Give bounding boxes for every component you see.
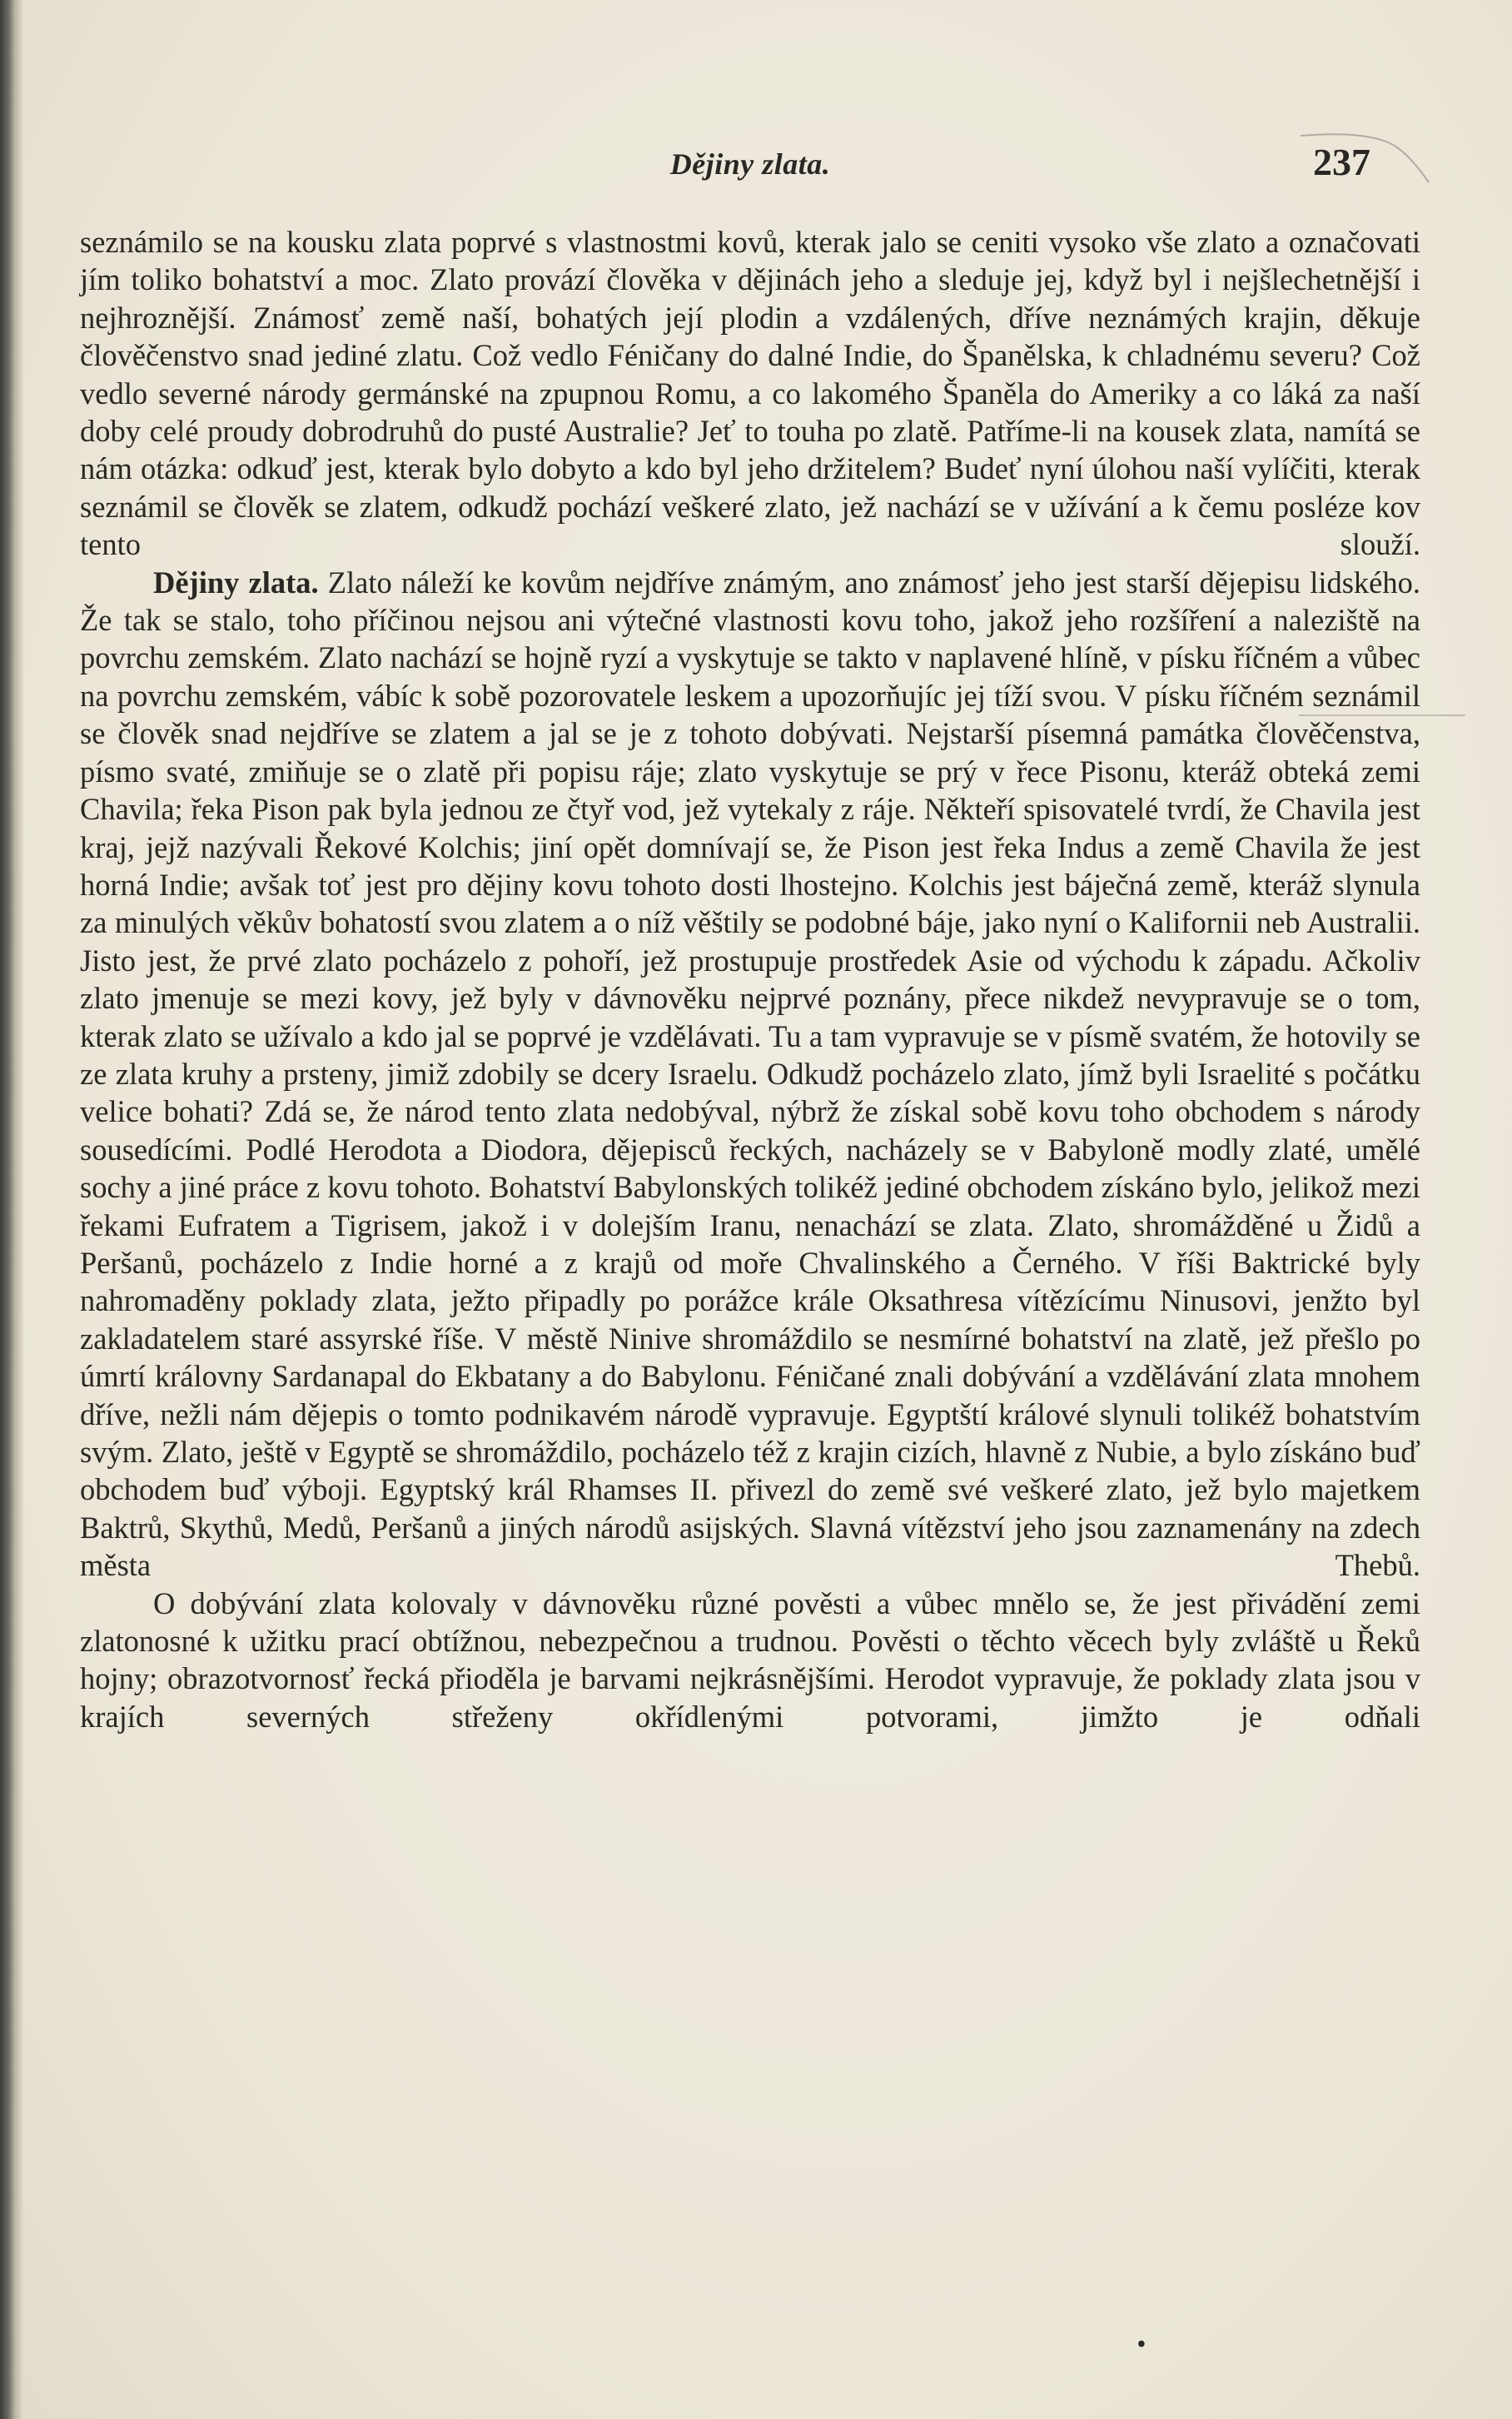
page-header [80,140,1420,190]
paragraph-1 [80,223,1420,564]
paragraph-3 [80,1585,1420,1736]
body-text [80,223,1420,1735]
paragraph-2-text: Zlato náleží ke kovům nejdříve známým, ano známosť jeho jest starší dějepisu lidského. Že tak se stalo, toho příčinou nejsou ani výtečné vlastnosti kovu toho, jakož jeho rozšíření a naleziště na povrchu zemském. Zlato nachází se hojně ryzí a vyskytuje se takto v naplavené hlíně, v písku říčném a vůbec na povrchu zemském, vábíc k sobě pozorovatele leskem a upozorňujíc jej tíží svou. V písku říčném seznámil se člověk snad nejdříve se zlatem a jal se je z tohoto dobývati. Nejstarší písemná památka člověčenstva, písmo svaté, zmiňuje se o zlatě při popisu ráje; zlato vyskytuje se prý v řece Pisonu, kteráž obteká zemi Chavila; řeka Pison pak byla jednou ze čtyř vod, jež vytekaly z ráje. Někteří spisovatelé tvrdí, že Chavila jest kraj, jejž nazývali Řekové Kolchis; jiní opět domnívají se, že Pison jest řeka Indus a země Chavila že jest horná Indie; avšak toť jest pro dějiny kovu tohoto dosti lhostejno. Kolchis jest báječná země, kteráž slynula za minulých věkův bohatostí svou zlatem a o níž věštily se podobné báje, jako nyní o Kalifornii neb Australii. Jisto jest, že prvé zlato pocházelo z pohoří, jež prostupuje prostředek Asie od východu k západu. Ačkoliv zlato jmenuje se mezi kovy, jež byly v dávnověku nejprvé poznány, přece nikdež nevypravuje se o tom, kterak zlato se užívalo a kdo jal se poprvé je vzdělávati. Tu a tam vypravuje se v písmě svatém, že hotovily se ze zlata kruhy a prsteny, jimiž zdobily se dcery Israelu. Odkudž pocházelo zlato, jímž byli Israelité s počátku velice bohati? Zdá se, že národ tento zlata nedobýval, nýbrž že získal sobě kovu toho obchodem s národy sousedícími. Podlé Herodota a Diodora, dějepisců řeckých, nacházely se v Babyloně modly zlaté, umělé sochy a jiné práce z kovu tohoto. Bohatství Babylonských tolikéž jediné obchodem získáno bylo, jelikož mezi řekami Eufratem a Tigrisem, jakož i v dolejším Iranu, nenachází se zlata. Zlato, shromážděné u Židů a Peršanů, pocházelo z Indie horné a z krajů od moře Chvalinského a Černého. V říši Baktrické byly nahromaděny poklady zlata, ježto připadly po porážce krále Oksathresa vítězícímu Ninusovi, jenžto byl zakladatelem staré assyrské říše. V městě Ninive shromáždilo se nesmírné bohatství na zlatě, jež přešlo po úmrtí královny Sardanapal do Ekbatany a do Babylonu. Féničané znali dobývání a vzdělávání zlata mnohem dříve, nežli nám dějepis o tomto podnikavém národě vypravuje. Egyptští králové slynuli tolikéž bohatstvím svým. Zlato, ještě v Egyptě se shromáždilo, pocházelo též z krajin cizích, hlavně z Nubie, a bylo získáno buď obchodem buď výboji. Egyptský král Rhamses II. přivezl do země své veškeré zlato, jež bylo majetkem Baktrů, Skythů, Medů, Peršanů a jiných národů asijských. Slavná vítězství jeho jsou zaznamenány na zdech města Thebů. [80,565,1421,1583]
section-run-in-heading: Dějiny zlata. [153,565,319,600]
running-title: Dějiny zlata. [669,147,831,181]
paragraph-1-text: seznámilo se na kousku zlata poprvé s vlastnostmi kovů, kterak jalo se ceniti vysoko vše zlato a označovati jím toliko bohatství a moc. Zlato provází člověka v dějinách jeho a sleduje jej, když byl i nejšlechetnější i nejhroznější. Známosť země naší, bohatých její plodin a vzdálených, dříve neznámých krajin, děkuje člověčenstvo snad jediné zlatu. Což vedlo Féničany do dalné Indie, do Španělska, k chladnému severu? Což vedlo severné národy germánské na zpupnou Romu, a co lakomého Španěla do Ameriky a co láká za naší doby celé proudy dobrodruhů do pusté Australie? Jeť to touha po zlatě. Patříme-li na kousek zlata, namítá se nám otázka: odkuď jest, kterak bylo dobyto a kdo byl jeho držitelem? Budeť nyní úlohou naší vylíčiti, kterak seznámil se člověk se zlatem, odkudž pochází veškeré zlato, jež nachází se v užívání a k čemu posléze kov tento slouží. [80,225,1420,562]
paragraph-3-text: O dobývání zlata kolovaly v dávnověku různé pověsti a vůbec mnělo se, že jest přivádění zemi zlatonosné k užitku prací obtížnou, nebezpečnou a trudnou. Pověsti o těchto věcech byly zvláště u Řeků hojny; obrazotvornosť řecká přioděla je barvami nejkrásnějšími. Herodot vypravuje, že poklady zlata jsou v krajích severných střeženy okřídlenými potvorami, jimžto je odňali [80,1585,1420,1734]
stray-ink-mark: • [1137,2332,1146,2357]
page-number: 237 [1313,141,1370,183]
paragraph-2 [80,564,1420,1585]
page-binding-edge [0,0,23,2419]
